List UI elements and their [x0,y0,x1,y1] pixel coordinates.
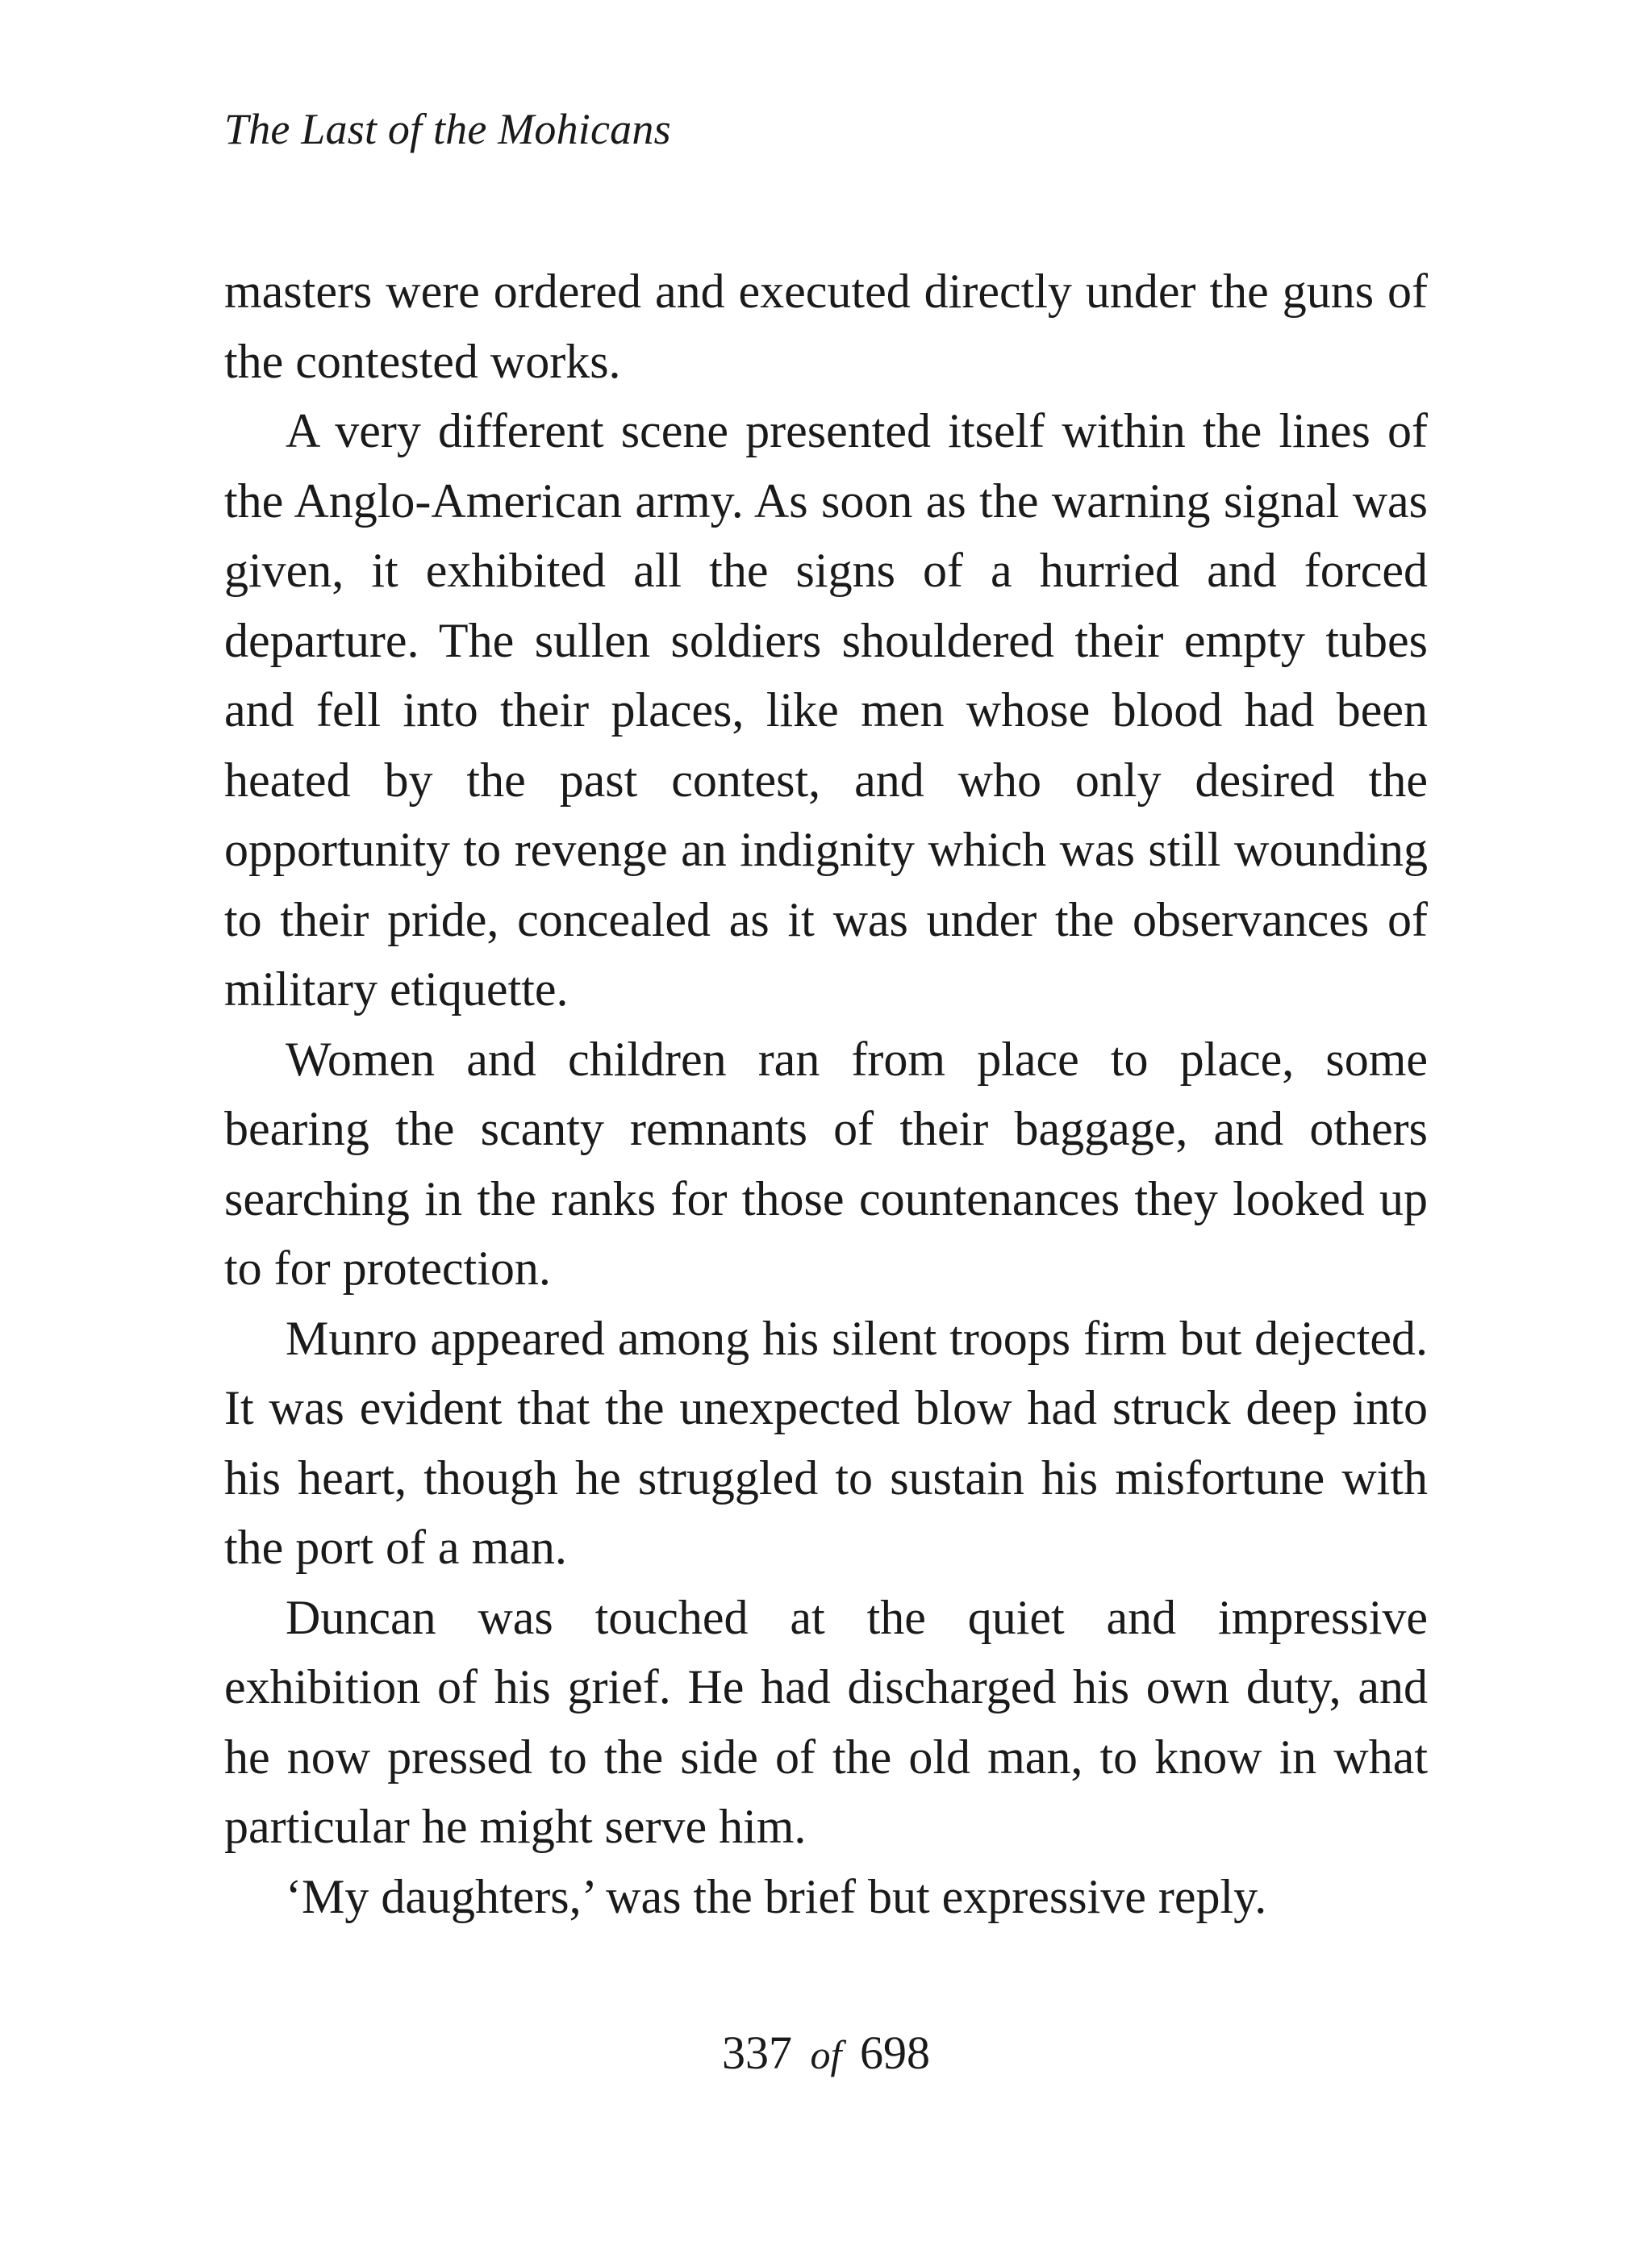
page-number [0,2025,1652,2081]
running-head: The Last of the Mohicans [224,105,671,153]
paragraph: Women and children ran from place to place, some bearing the scanty remnants of their baggage, and others searching in the ranks for those countenances they looked up to for protection. [224,1032,1428,1295]
paragraph-continued: masters were ordered and executed directly under the guns of the contested works. [224,265,1428,388]
paragraph: Munro appeared among his silent troops firm but dejected. It was evident that the unexpected blow had struck deep into his heart, though he struggled to sustain his misfortune with the port of a man. [224,1311,1428,1574]
page-number-separator: of [810,2032,842,2077]
paragraph: Duncan was touched at the quiet and impressive exhibition of his grief. He had discharged his own duty, and he now pressed to the side of the old man, to know in what particular he might serve him. [224,1590,1428,1853]
page-number-current: 337 [722,2027,793,2079]
paragraph: A very different scene presented itself within the lines of the Anglo-American army. As soon as the warning signal was given, it exhibited all the signs of a hurried and forced departure. The sullen soldiers shouldered their empty tubes and fell into their places, like men whose blood had been heated by the past contest, and who only desired the opportunity to revenge an indignity which was still wounding to their pride, concealed as it was under the observances of military etiquette. [224,404,1428,1016]
page-body [224,257,1428,1931]
page-number-total: 698 [859,2027,930,2079]
paragraph: ‘My daughters,’ was the brief but expressive reply. [286,1869,1267,1923]
